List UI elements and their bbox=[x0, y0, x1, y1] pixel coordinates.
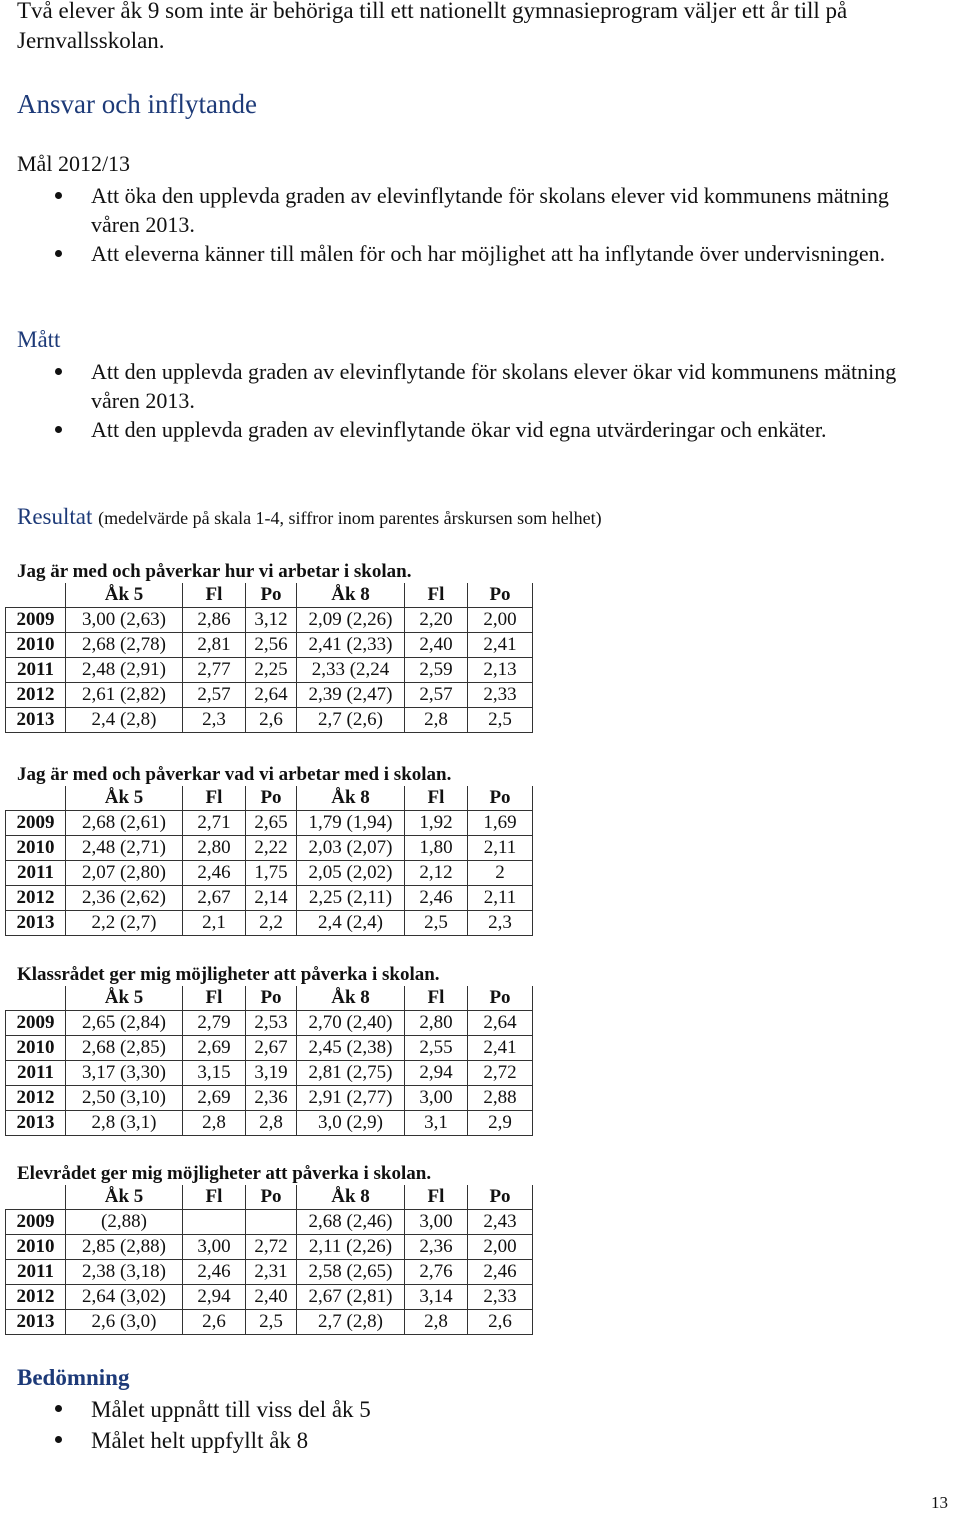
value-cell-fl-ak8: 2,76 bbox=[405, 1260, 468, 1285]
column-header-year bbox=[6, 786, 66, 811]
value-cell-fl-ak5 bbox=[183, 1210, 246, 1235]
value-cell-po-ak8: 2,72 bbox=[468, 1061, 533, 1086]
year-cell: 2009 bbox=[6, 1210, 66, 1235]
value-cell-fl-ak5: 2,69 bbox=[183, 1086, 246, 1111]
value-cell-ak8: 2,91 (2,77) bbox=[297, 1086, 405, 1111]
table-row bbox=[6, 811, 533, 836]
year-cell: 2009 bbox=[6, 1011, 66, 1036]
value-cell-ak8: 2,70 (2,40) bbox=[297, 1011, 405, 1036]
value-cell-po-ak5: 3,12 bbox=[246, 608, 297, 633]
table-row bbox=[6, 708, 533, 733]
year-cell: 2012 bbox=[6, 1086, 66, 1111]
value-cell-fl-ak5: 2,8 bbox=[183, 1111, 246, 1136]
value-cell-po-ak5 bbox=[246, 1210, 297, 1235]
intro-paragraph: Två elever åk 9 som inte är behöriga till ett nationellt gymnasieprogram väljer ett år till på Jernvallsskolan. bbox=[17, 0, 848, 53]
value-cell-fl-ak5: 2,86 bbox=[183, 608, 246, 633]
table-title: Klassrådet ger mig möjligheter att påverka i skolan. bbox=[17, 964, 440, 985]
table-row bbox=[6, 886, 533, 911]
column-header-ak8: Åk 8 bbox=[297, 786, 405, 811]
column-header-year bbox=[6, 583, 66, 608]
table-row bbox=[6, 1285, 533, 1310]
value-cell-ak5: 2,50 (3,10) bbox=[66, 1086, 183, 1111]
column-header-po-ak8: Po bbox=[468, 986, 533, 1011]
value-cell-po-ak5: 2,72 bbox=[246, 1235, 297, 1260]
year-cell: 2013 bbox=[6, 708, 66, 733]
column-header-fl-ak8: Fl bbox=[405, 1185, 468, 1210]
value-cell-ak8: 1,79 (1,94) bbox=[297, 811, 405, 836]
value-cell-po-ak8: 2,3 bbox=[468, 911, 533, 936]
table-row bbox=[6, 1235, 533, 1260]
year-cell: 2011 bbox=[6, 658, 66, 683]
value-cell-fl-ak8: 3,1 bbox=[405, 1111, 468, 1136]
value-cell-po-ak8: 2,88 bbox=[468, 1086, 533, 1111]
value-cell-po-ak5: 2,53 bbox=[246, 1011, 297, 1036]
value-cell-ak8: 2,58 (2,65) bbox=[297, 1260, 405, 1285]
year-cell: 2013 bbox=[6, 911, 66, 936]
value-cell-ak5: (2,88) bbox=[66, 1210, 183, 1235]
value-cell-po-ak8: 1,69 bbox=[468, 811, 533, 836]
value-cell-po-ak5: 2,6 bbox=[246, 708, 297, 733]
column-header-po-ak5: Po bbox=[246, 583, 297, 608]
section-title: Ansvar och inflytande bbox=[17, 89, 257, 119]
column-header-po-ak8: Po bbox=[468, 583, 533, 608]
results-table bbox=[5, 786, 533, 936]
value-cell-ak5: 2,07 (2,80) bbox=[66, 861, 183, 886]
column-header-ak8: Åk 8 bbox=[297, 986, 405, 1011]
value-cell-ak5: 2,61 (2,82) bbox=[66, 683, 183, 708]
table-title: Jag är med och påverkar vad vi arbetar med i skolan. bbox=[17, 764, 452, 785]
year-cell: 2012 bbox=[6, 1285, 66, 1310]
value-cell-po-ak5: 2,40 bbox=[246, 1285, 297, 1310]
results-label: Resultat bbox=[17, 504, 93, 529]
value-cell-ak8: 2,41 (2,33) bbox=[297, 633, 405, 658]
value-cell-ak8: 2,67 (2,81) bbox=[297, 1285, 405, 1310]
value-cell-ak5: 2,68 (2,61) bbox=[66, 811, 183, 836]
table-row bbox=[6, 683, 533, 708]
table-title: Jag är med och påverkar hur vi arbetar i skolan. bbox=[17, 561, 412, 582]
value-cell-fl-ak8: 2,94 bbox=[405, 1061, 468, 1086]
value-cell-fl-ak5: 2,71 bbox=[183, 811, 246, 836]
value-cell-fl-ak8: 3,00 bbox=[405, 1086, 468, 1111]
column-header-po-ak8: Po bbox=[468, 786, 533, 811]
value-cell-fl-ak8: 2,59 bbox=[405, 658, 468, 683]
value-cell-po-ak5: 2,65 bbox=[246, 811, 297, 836]
value-cell-po-ak8: 2,33 bbox=[468, 683, 533, 708]
value-cell-fl-ak8: 2,8 bbox=[405, 1310, 468, 1335]
value-cell-fl-ak5: 2,1 bbox=[183, 911, 246, 936]
value-cell-po-ak8: 2,46 bbox=[468, 1260, 533, 1285]
value-cell-ak8: 2,68 (2,46) bbox=[297, 1210, 405, 1235]
column-header-fl-ak5: Fl bbox=[183, 786, 246, 811]
value-cell-po-ak8: 2,6 bbox=[468, 1310, 533, 1335]
column-header-ak5: Åk 5 bbox=[66, 1185, 183, 1210]
column-header-fl-ak5: Fl bbox=[183, 986, 246, 1011]
value-cell-ak8: 2,09 (2,26) bbox=[297, 608, 405, 633]
value-cell-po-ak5: 2,2 bbox=[246, 911, 297, 936]
column-header-ak5: Åk 5 bbox=[66, 786, 183, 811]
value-cell-ak8: 2,81 (2,75) bbox=[297, 1061, 405, 1086]
goals-list bbox=[0, 181, 900, 268]
value-cell-po-ak8: 2,41 bbox=[468, 633, 533, 658]
value-cell-po-ak8: 2,41 bbox=[468, 1036, 533, 1061]
value-cell-po-ak5: 2,5 bbox=[246, 1310, 297, 1335]
goals-heading: Mål 2012/13 bbox=[17, 151, 131, 176]
column-header-fl-ak8: Fl bbox=[405, 583, 468, 608]
value-cell-fl-ak5: 3,15 bbox=[183, 1061, 246, 1086]
value-cell-ak8: 2,11 (2,26) bbox=[297, 1235, 405, 1260]
value-cell-po-ak5: 2,64 bbox=[246, 683, 297, 708]
table-row bbox=[6, 861, 533, 886]
column-header-ak5: Åk 5 bbox=[66, 986, 183, 1011]
value-cell-ak5: 2,64 (3,02) bbox=[66, 1285, 183, 1310]
value-cell-fl-ak5: 2,69 bbox=[183, 1036, 246, 1061]
value-cell-fl-ak5: 2,57 bbox=[183, 683, 246, 708]
column-header-fl-ak8: Fl bbox=[405, 786, 468, 811]
value-cell-fl-ak5: 3,00 bbox=[183, 1235, 246, 1260]
column-header-po-ak8: Po bbox=[468, 1185, 533, 1210]
column-header-fl-ak5: Fl bbox=[183, 1185, 246, 1210]
value-cell-fl-ak5: 2,6 bbox=[183, 1310, 246, 1335]
value-cell-po-ak5: 3,19 bbox=[246, 1061, 297, 1086]
table-header-row bbox=[6, 986, 533, 1011]
assessment-item: Målet uppnått till viss del åk 5 bbox=[0, 1394, 900, 1425]
table-row bbox=[6, 633, 533, 658]
results-table bbox=[5, 986, 533, 1136]
table-row bbox=[6, 1310, 533, 1335]
value-cell-fl-ak5: 2,3 bbox=[183, 708, 246, 733]
table-row bbox=[6, 658, 533, 683]
table-title: Elevrådet ger mig möjligheter att påverka i skolan. bbox=[17, 1163, 432, 1184]
value-cell-po-ak8: 2,64 bbox=[468, 1011, 533, 1036]
goal-item: Att öka den upplevda graden av elevinflytande för skolans elever vid kommunens mätning våren 2013. bbox=[0, 181, 900, 239]
value-cell-fl-ak5: 2,94 bbox=[183, 1285, 246, 1310]
value-cell-ak5: 2,48 (2,71) bbox=[66, 836, 183, 861]
value-cell-fl-ak5: 2,81 bbox=[183, 633, 246, 658]
column-header-fl-ak5: Fl bbox=[183, 583, 246, 608]
results-heading bbox=[17, 502, 602, 533]
goal-item: Att eleverna känner till målen för och har möjlighet att ha inflytande över undervisningen. bbox=[0, 239, 900, 268]
value-cell-fl-ak5: 2,77 bbox=[183, 658, 246, 683]
year-cell: 2012 bbox=[6, 886, 66, 911]
value-cell-ak8: 2,33 (2,24 bbox=[297, 658, 405, 683]
column-header-ak8: Åk 8 bbox=[297, 583, 405, 608]
value-cell-fl-ak5: 2,46 bbox=[183, 1260, 246, 1285]
value-cell-po-ak5: 2,56 bbox=[246, 633, 297, 658]
value-cell-fl-ak8: 2,40 bbox=[405, 633, 468, 658]
column-header-po-ak5: Po bbox=[246, 1185, 297, 1210]
year-cell: 2011 bbox=[6, 861, 66, 886]
table-row bbox=[6, 1111, 533, 1136]
value-cell-fl-ak8: 2,80 bbox=[405, 1011, 468, 1036]
value-cell-ak5: 2,65 (2,84) bbox=[66, 1011, 183, 1036]
year-cell: 2013 bbox=[6, 1111, 66, 1136]
value-cell-po-ak8: 2,33 bbox=[468, 1285, 533, 1310]
value-cell-ak5: 2,68 (2,78) bbox=[66, 633, 183, 658]
value-cell-po-ak8: 2,11 bbox=[468, 836, 533, 861]
value-cell-po-ak8: 2,13 bbox=[468, 658, 533, 683]
assessment-item: Målet helt uppfyllt åk 8 bbox=[0, 1425, 900, 1456]
value-cell-ak8: 2,45 (2,38) bbox=[297, 1036, 405, 1061]
value-cell-ak8: 3,0 (2,9) bbox=[297, 1111, 405, 1136]
value-cell-ak5: 2,38 (3,18) bbox=[66, 1260, 183, 1285]
table-row bbox=[6, 836, 533, 861]
value-cell-po-ak8: 2,00 bbox=[468, 1235, 533, 1260]
value-cell-fl-ak5: 2,79 bbox=[183, 1011, 246, 1036]
column-header-fl-ak8: Fl bbox=[405, 986, 468, 1011]
value-cell-ak5: 2,36 (2,62) bbox=[66, 886, 183, 911]
value-cell-fl-ak8: 2,57 bbox=[405, 683, 468, 708]
value-cell-ak5: 3,17 (3,30) bbox=[66, 1061, 183, 1086]
value-cell-fl-ak8: 2,5 bbox=[405, 911, 468, 936]
value-cell-ak8: 2,05 (2,02) bbox=[297, 861, 405, 886]
table-row bbox=[6, 608, 533, 633]
value-cell-ak5: 2,6 (3,0) bbox=[66, 1310, 183, 1335]
value-cell-fl-ak8: 2,55 bbox=[405, 1036, 468, 1061]
value-cell-ak5: 2,4 (2,8) bbox=[66, 708, 183, 733]
value-cell-po-ak5: 1,75 bbox=[246, 861, 297, 886]
value-cell-po-ak5: 2,31 bbox=[246, 1260, 297, 1285]
value-cell-po-ak5: 2,67 bbox=[246, 1036, 297, 1061]
year-cell: 2013 bbox=[6, 1310, 66, 1335]
value-cell-po-ak8: 2,11 bbox=[468, 886, 533, 911]
year-cell: 2010 bbox=[6, 836, 66, 861]
table-header-row bbox=[6, 786, 533, 811]
value-cell-fl-ak8: 2,8 bbox=[405, 708, 468, 733]
value-cell-fl-ak8: 2,36 bbox=[405, 1235, 468, 1260]
year-cell: 2011 bbox=[6, 1260, 66, 1285]
results-note: (medelvärde på skala 1-4, siffror inom parentes årskursen som helhet) bbox=[98, 508, 602, 528]
table-row bbox=[6, 1210, 533, 1235]
table-row bbox=[6, 1086, 533, 1111]
value-cell-ak8: 2,7 (2,6) bbox=[297, 708, 405, 733]
value-cell-po-ak8: 2,00 bbox=[468, 608, 533, 633]
value-cell-po-ak8: 2 bbox=[468, 861, 533, 886]
value-cell-po-ak5: 2,25 bbox=[246, 658, 297, 683]
column-header-ak8: Åk 8 bbox=[297, 1185, 405, 1210]
year-cell: 2010 bbox=[6, 1235, 66, 1260]
measures-heading: Mått bbox=[17, 327, 61, 352]
value-cell-ak8: 2,7 (2,8) bbox=[297, 1310, 405, 1335]
value-cell-fl-ak8: 2,12 bbox=[405, 861, 468, 886]
value-cell-ak5: 2,85 (2,88) bbox=[66, 1235, 183, 1260]
value-cell-po-ak5: 2,14 bbox=[246, 886, 297, 911]
column-header-ak5: Åk 5 bbox=[66, 583, 183, 608]
table-row bbox=[6, 1036, 533, 1061]
year-cell: 2010 bbox=[6, 633, 66, 658]
table-row bbox=[6, 1011, 533, 1036]
value-cell-ak8: 2,39 (2,47) bbox=[297, 683, 405, 708]
table-header-row bbox=[6, 583, 533, 608]
assessment-heading: Bedömning bbox=[17, 1365, 130, 1390]
column-header-year bbox=[6, 986, 66, 1011]
measure-item: Att den upplevda graden av elevinflytande för skolans elever ökar vid kommunens mätning våren 2013. bbox=[0, 357, 900, 415]
value-cell-fl-ak8: 1,80 bbox=[405, 836, 468, 861]
year-cell: 2009 bbox=[6, 608, 66, 633]
table-row bbox=[6, 1260, 533, 1285]
results-table bbox=[5, 583, 533, 733]
value-cell-fl-ak8: 2,46 bbox=[405, 886, 468, 911]
column-header-year bbox=[6, 1185, 66, 1210]
value-cell-fl-ak8: 3,14 bbox=[405, 1285, 468, 1310]
year-cell: 2011 bbox=[6, 1061, 66, 1086]
value-cell-ak8: 2,25 (2,11) bbox=[297, 886, 405, 911]
page-number: 13 bbox=[931, 1493, 948, 1512]
value-cell-ak8: 2,03 (2,07) bbox=[297, 836, 405, 861]
value-cell-fl-ak5: 2,46 bbox=[183, 861, 246, 886]
value-cell-fl-ak5: 2,67 bbox=[183, 886, 246, 911]
measure-item: Att den upplevda graden av elevinflytande ökar vid egna utvärderingar och enkäter. bbox=[0, 415, 900, 444]
value-cell-ak8: 2,4 (2,4) bbox=[297, 911, 405, 936]
value-cell-fl-ak8: 3,00 bbox=[405, 1210, 468, 1235]
results-table bbox=[5, 1185, 533, 1335]
table-row bbox=[6, 911, 533, 936]
column-header-po-ak5: Po bbox=[246, 986, 297, 1011]
column-header-po-ak5: Po bbox=[246, 786, 297, 811]
measures-list bbox=[0, 357, 900, 444]
assessment-list bbox=[0, 1394, 900, 1456]
value-cell-fl-ak8: 1,92 bbox=[405, 811, 468, 836]
value-cell-fl-ak8: 2,20 bbox=[405, 608, 468, 633]
value-cell-ak5: 2,2 (2,7) bbox=[66, 911, 183, 936]
value-cell-po-ak8: 2,5 bbox=[468, 708, 533, 733]
value-cell-po-ak8: 2,9 bbox=[468, 1111, 533, 1136]
value-cell-ak5: 2,8 (3,1) bbox=[66, 1111, 183, 1136]
value-cell-po-ak5: 2,8 bbox=[246, 1111, 297, 1136]
value-cell-ak5: 2,48 (2,91) bbox=[66, 658, 183, 683]
year-cell: 2010 bbox=[6, 1036, 66, 1061]
year-cell: 2009 bbox=[6, 811, 66, 836]
value-cell-po-ak5: 2,36 bbox=[246, 1086, 297, 1111]
value-cell-po-ak5: 2,22 bbox=[246, 836, 297, 861]
value-cell-ak5: 2,68 (2,85) bbox=[66, 1036, 183, 1061]
value-cell-ak5: 3,00 (2,63) bbox=[66, 608, 183, 633]
year-cell: 2012 bbox=[6, 683, 66, 708]
value-cell-fl-ak5: 2,80 bbox=[183, 836, 246, 861]
value-cell-po-ak8: 2,43 bbox=[468, 1210, 533, 1235]
table-row bbox=[6, 1061, 533, 1086]
table-header-row bbox=[6, 1185, 533, 1210]
